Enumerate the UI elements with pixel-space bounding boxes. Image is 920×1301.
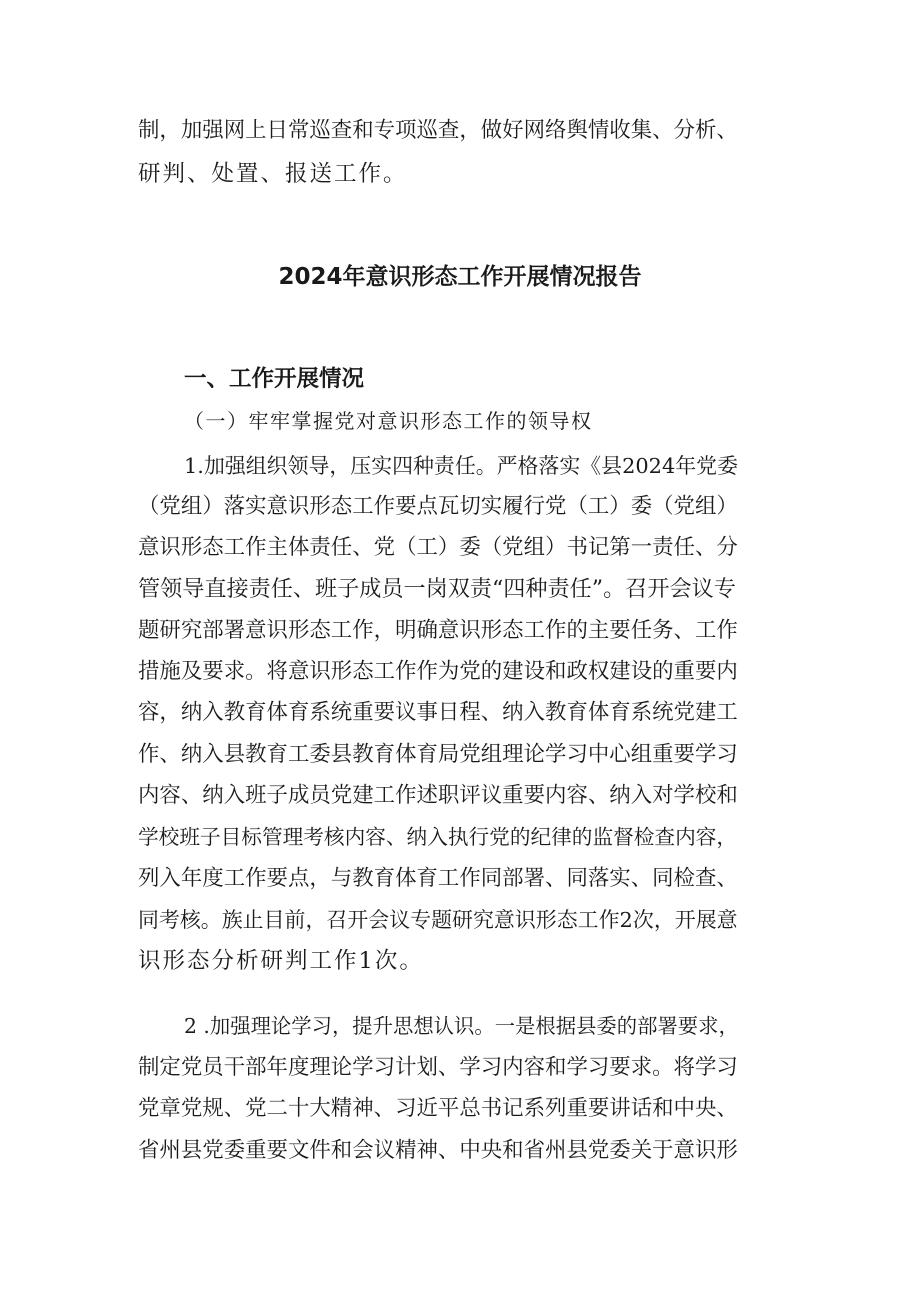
paragraph-1-line-4: 管领导直接责任、班子成员一岗双责“四种责任”。召开会议专: [138, 576, 736, 602]
paragraph-1-line-11: 列入年度工作要点，与教育体育工作同部署、同落实、同检查、: [138, 866, 738, 891]
paragraph-2-line-1: 2 .加强理论学习，提升思想认识。一是根据县委的部署要求，: [184, 1014, 739, 1038]
paragraph-1-line-1: 1.加强组织领导，压实四种责任。严格落实《县2024年党委: [184, 454, 738, 478]
paragraph-1-line-8: 作、纳入县教育工委县教育体育局党组理论学习中心组重要学习: [138, 742, 738, 767]
paragraph-2-line-4: 省州县党委重要文件和会议精神、中央和省州县党委关于意识形: [138, 1138, 738, 1163]
report-title: 2024年意识形态工作开展情况报告: [278, 264, 642, 290]
paragraph-1-line-13: 识形态分析研判工作1次。: [138, 948, 424, 974]
paragraph-1-line-10: 学校班子目标管理考核内容、纳入执行党的纪律的监督检查内容，: [138, 825, 738, 849]
paragraph-1-line-7: 容，纳入教育体育系统重要议事日程、纳入教育体育系统党建工: [138, 700, 738, 725]
carryover-line-2: 研判、处置、报送工作。: [138, 161, 408, 187]
paragraph-1-line-6: 措施及要求。将意识形态工作作为党的建设和政权建设的重要内: [138, 659, 738, 684]
section-heading: 一、工作开展情况: [184, 366, 365, 392]
paragraph-1-line-2: （党组）落实意识形态工作要点瓦切实履行党（工）委（党组）: [138, 494, 738, 519]
carryover-line-1: 制，加强网上日常巡查和专项巡查，做好网络舆情收集、分析、: [138, 118, 738, 143]
subsection-heading: （一）牢牢掌握党对意识形态工作的领导权: [184, 409, 593, 433]
paragraph-1-line-3: 意识形态工作主体责任、党（工）委（党组）书记第一责任、分: [138, 535, 738, 560]
paragraph-1-line-9: 内容、纳入班子成员党建工作述职评议重要内容、纳入对学校和: [138, 783, 738, 808]
paragraph-2-line-3: 党章党规、党二十大精神、习近平总书记系列重要讲话和中央、: [138, 1096, 738, 1121]
paragraph-2-line-2: 制定党员干部年度理论学习计划、学习内容和学习要求。将学习: [138, 1055, 738, 1080]
paragraph-1-line-12: 同考核。族止目前，召开会议专题研究意识形态工作2次，开展意: [138, 908, 738, 932]
paragraph-1-line-5: 题研究部署意识形态工作，明确意识形态工作的主要任务、工作: [138, 618, 738, 643]
